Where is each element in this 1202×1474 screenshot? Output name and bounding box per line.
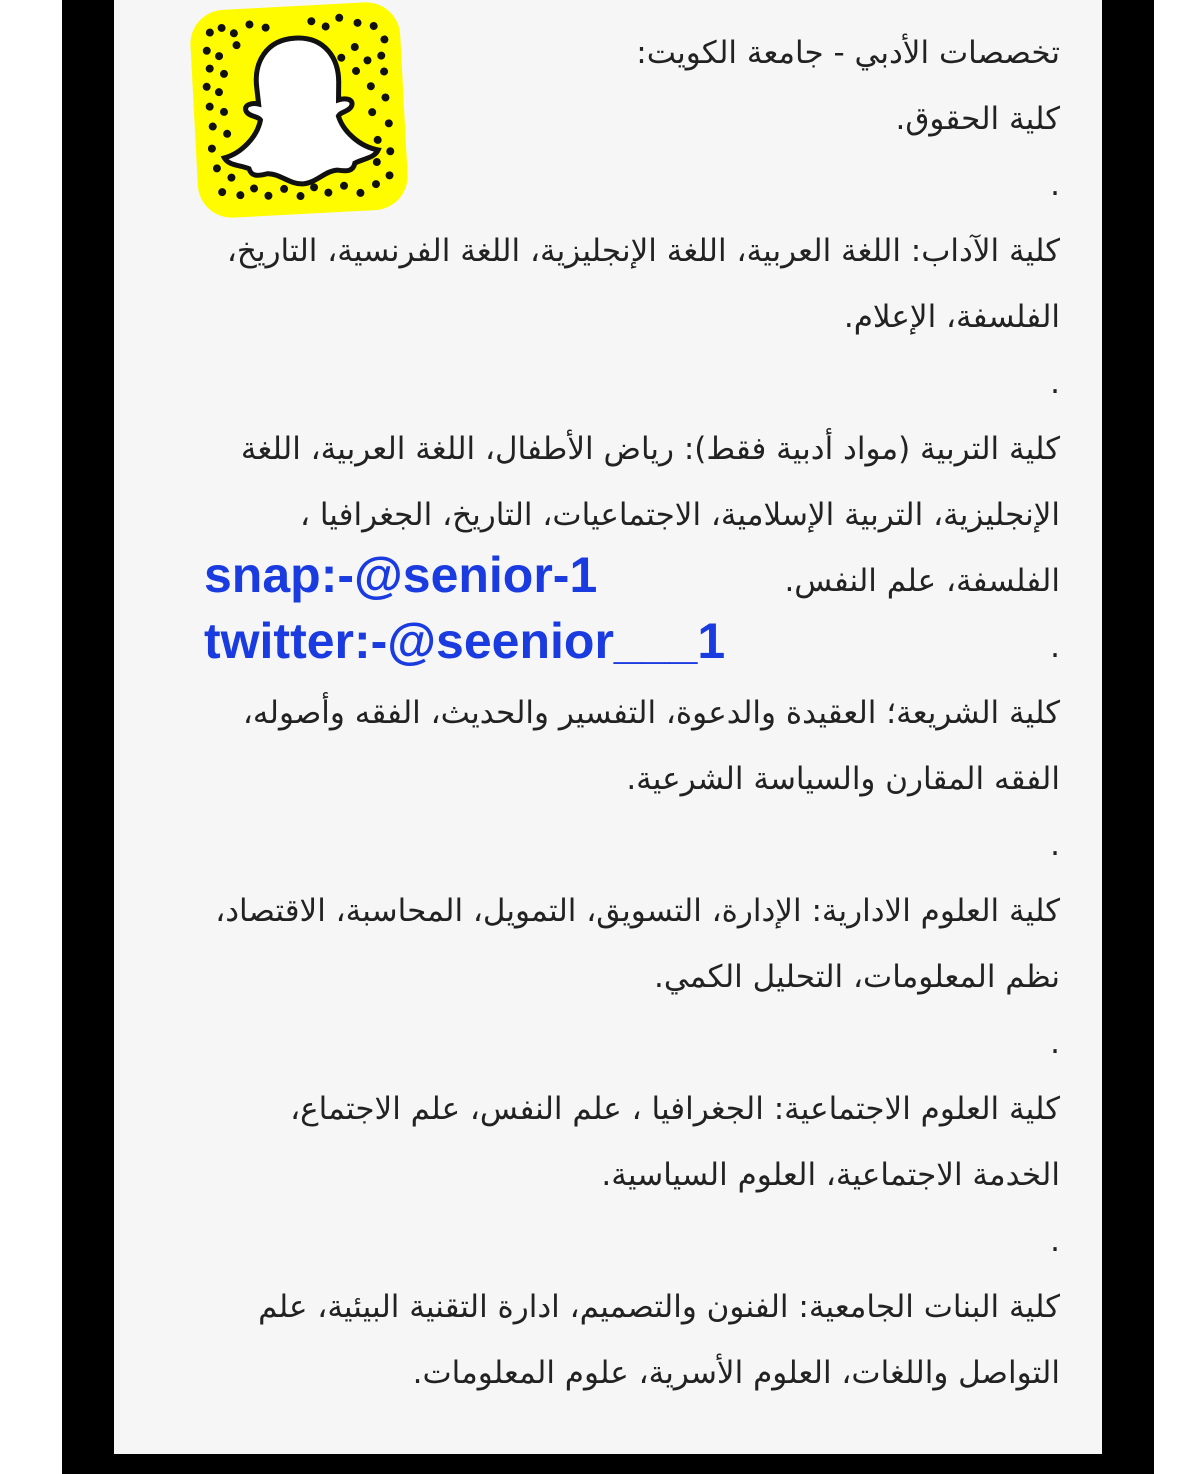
section-law-line-1: كلية الحقوق. xyxy=(895,101,1060,137)
separator-dot: . xyxy=(1050,827,1060,863)
document-title: تخصصات الأدبي - جامعة الكويت: xyxy=(636,35,1060,71)
document-text xyxy=(150,20,1060,1406)
separator-dot: . xyxy=(1050,167,1060,203)
separator-dot: . xyxy=(1050,365,1060,401)
separator-dot: . xyxy=(1050,1025,1060,1061)
section-women-college-line-1: كلية البنات الجامعية: الفنون والتصميم، ادارة التقنية البيئية، علم xyxy=(258,1289,1060,1325)
section-education-line-2: الإنجليزية، التربية الإسلامية، الاجتماعيات، التاريخ، الجغرافيا ، xyxy=(300,497,1060,533)
section-social-line-2: الخدمة الاجتماعية، العلوم السياسية. xyxy=(601,1157,1060,1193)
section-admin-line-2: نظم المعلومات، التحليل الكمي. xyxy=(653,959,1060,995)
snapchat-ghost-icon xyxy=(187,0,412,221)
separator-dot: . xyxy=(1050,1223,1060,1259)
section-education-line-3: الفلسفة، علم النفس. xyxy=(784,563,1060,599)
section-sharia-line-2: الفقه المقارن والسياسة الشرعية. xyxy=(626,761,1060,797)
section-education-line-1: كلية التربية (مواد أدبية فقط): رياض الأطفال، اللغة العربية، اللغة xyxy=(240,431,1060,467)
section-admin-line-1: كلية العلوم الادارية: الإدارة، التسويق، التمويل، المحاسبة، الاقتصاد، xyxy=(215,893,1060,929)
section-arts-line-2: الفلسفة، الإعلام. xyxy=(843,299,1060,335)
twitter-handle-watermark: twitter:-@seenior___1 xyxy=(204,613,726,669)
section-social-line-1: كلية العلوم الاجتماعية: الجغرافيا ، علم النفس، علم الاجتماع، xyxy=(290,1091,1060,1127)
separator-dot: . xyxy=(1050,629,1060,665)
snapcode xyxy=(187,0,412,221)
section-sharia-line-1: كلية الشريعة؛ العقيدة والدعوة، التفسير والحديث، الفقه وأصوله، xyxy=(242,695,1060,731)
snap-handle-watermark: snap:-@senior-1 xyxy=(204,547,598,603)
section-women-college-line-2: التواصل واللغات، العلوم الأسرية، علوم المعلومات. xyxy=(412,1355,1060,1391)
section-arts-line-1: كلية الآداب: اللغة العربية، اللغة الإنجليزية، اللغة الفرنسية، التاريخ، xyxy=(226,233,1060,269)
